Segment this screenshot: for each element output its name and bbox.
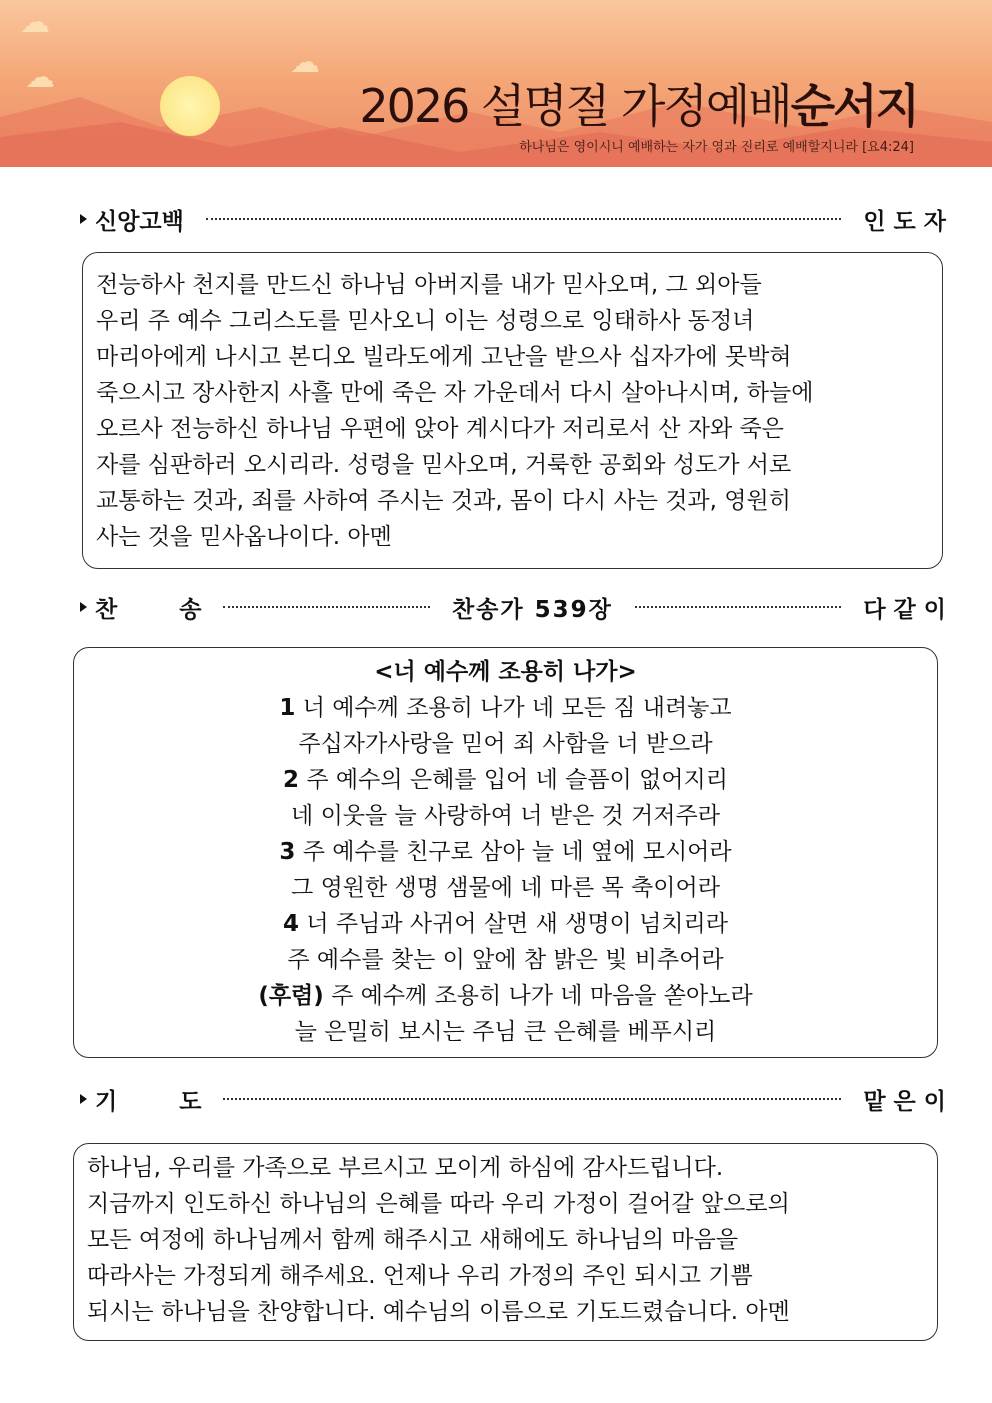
header-banner [0,0,992,167]
cloud-icon: ☁ [290,45,320,80]
prayer-box [73,1143,938,1341]
creed-line: 죽으시고 장사한지 사흘 만에 죽은 자 가운데서 다시 살아나시며, 하늘에 [96,380,814,406]
sun-icon [160,76,220,136]
triangle-bullet-icon [80,602,87,612]
section-label: 송 [179,596,202,623]
hymn-line: 3 주 예수를 친구로 삼아 늘 네 옆에 모시어라 [279,839,732,865]
creed-line: 오르사 전능하신 하나님 우편에 앉아 계시다가 저리로서 산 자와 죽은 [96,416,784,442]
leader-role: 맡 은 이 [863,1088,946,1115]
page-title: 2026 설명절 가정예배순서지 [359,79,918,133]
section-label: 신앙고백 [95,208,184,235]
triangle-bullet-icon [80,214,87,224]
section-heading-prayer [80,1084,946,1114]
hymn-line: 2 주 예수의 은혜를 입어 네 슬픔이 없어지리 [283,767,728,793]
leader-role: 다 같 이 [863,596,946,623]
cloud-icon: ☁ [25,60,55,95]
creed-line: 마리아에게 나시고 본디오 빌라도에게 고난을 받으사 십자가에 못박혀 [96,344,792,370]
prayer-line: 지금까지 인도하신 하나님의 은혜를 따라 우리 가정이 걸어갈 앞으로의 [87,1191,790,1217]
cloud-icon: ☁ [20,5,50,40]
dotted-leader [635,606,842,608]
creed-line: 우리 주 예수 그리스도를 믿사오니 이는 성령으로 잉태하사 동정녀 [96,308,755,334]
bible-verse: 하나님은 영이시니 예배하는 자가 영과 진리로 예배할지니라 [요4:24] [519,140,914,155]
prayer-line: 모든 여정에 하나님께서 함께 해주시고 새해에도 하나님의 마음을 [87,1227,739,1253]
section-heading-hymn [80,592,946,622]
hymn-line: 1 너 예수께 조용히 나가 네 모든 짐 내려놓고 [279,695,732,721]
prayer-line: 되시는 하나님을 찬양합니다. 예수님의 이름으로 기도드렸습니다. 아멘 [87,1299,790,1325]
hymn-number: 찬송가 539장 [451,596,613,623]
creed-box [82,252,943,569]
hymn-line: 그 영원한 생명 샘물에 네 마른 목 축이어라 [291,875,720,901]
hymn-line: 늘 은밀히 보시는 주님 큰 은혜를 베푸시리 [294,1019,717,1045]
section-label: 도 [179,1088,202,1115]
hymn-line: 주십자가사랑을 믿어 죄 사함을 너 받으라 [298,731,713,757]
creed-line: 자를 심판하러 오시리라. 성령을 믿사오며, 거룩한 공회와 성도가 서로 [96,452,792,478]
prayer-line: 하나님, 우리를 가족으로 부르시고 모이게 하심에 감사드립니다. [87,1155,724,1181]
hymn-title: <너 예수께 조용히 나가> [374,659,637,685]
triangle-bullet-icon [80,1094,87,1104]
hymn-line: 주 예수를 찾는 이 앞에 참 밝은 빛 비추어라 [287,947,724,973]
creed-line: 교통하는 것과, 죄를 사하여 주시는 것과, 몸이 다시 사는 것과, 영원히 [96,488,791,514]
dotted-leader [223,1098,841,1100]
section-label: 찬 [95,596,118,623]
prayer-line: 따라사는 가정되게 해주세요. 언제나 우리 가정의 주인 되시고 기쁨 [87,1263,753,1289]
section-heading-creed [80,204,946,234]
section-label: 기 [95,1088,118,1115]
hymn-line: 4 너 주님과 사귀어 살면 새 생명이 넘치리라 [283,911,728,937]
hymn-box [73,647,938,1058]
hymn-line: 네 이웃을 늘 사랑하여 너 받은 것 거저주라 [291,803,720,829]
hymn-line: (후렴) 주 예수께 조용히 나가 네 마음을 쏟아노라 [258,983,753,1009]
dotted-leader [223,606,430,608]
creed-line: 사는 것을 믿사옵나이다. 아멘 [96,524,392,550]
dotted-leader [206,218,841,220]
creed-line: 전능하사 천지를 만드신 하나님 아버지를 내가 믿사오며, 그 외아들 [96,272,762,298]
leader-role: 인 도 자 [863,208,946,235]
